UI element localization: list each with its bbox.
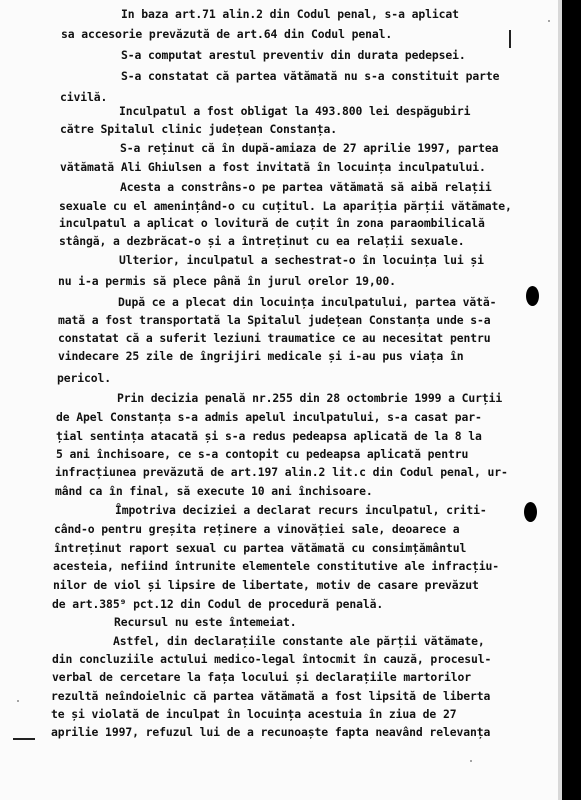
text-line: către Spitalul clinic județean Constanța. [60, 122, 338, 136]
scan-speck [17, 700, 19, 702]
text-line: constatat că a suferit leziuni traumatice ce au necesitat pentru [58, 331, 491, 345]
text-line: inculpatul a aplicat o lovitură de cuțit în zona paraombilicală [59, 216, 485, 230]
text-line: S-a computat arestul preventiv din durata pedepsei. [121, 48, 466, 62]
text-line: țial sentința atacată și s-a redus pedeapsa aplicată de la 8 la [56, 429, 482, 443]
text-line: infracțiunea prevăzută de art.197 alin.2 lit.c din Codul penal, ur- [55, 465, 508, 479]
text-line: civilă. [60, 90, 108, 104]
text-line: întreținut raport sexual cu partea vătămată cu consimțământul [54, 541, 467, 555]
text-line: sexuale cu el amenințând-o cu cuțitul. La apariția părții vătămate, [59, 199, 512, 213]
text-line: acesteia, nefiind întrunite elementele constitutive ale infracțiu- [53, 559, 500, 573]
text-line: stângă, a dezbrăcat-o și a întreținut cu ea relații sexuale. [59, 234, 465, 248]
punch-hole [526, 286, 539, 306]
text-line: Ulterior, inculpatul a sechestrat-o în locuința lui și [119, 253, 484, 267]
text-line: Prin decizia penală nr.255 din 28 octombrie 1999 a Curții [117, 391, 503, 405]
scan-speck [548, 20, 550, 22]
text-line: Astfel, din declarațiile constante ale părții vătămate, [113, 634, 485, 648]
text-line: S-a reținut că în după-amiaza de 27 aprilie 1997, partea [120, 141, 499, 155]
text-line: de art.385⁹ pct.12 din Codul de procedură penală. [52, 597, 384, 611]
text-line: din concluziile actului medico-legal întocmit în cauză, procesul- [52, 652, 492, 666]
margin-mark [509, 30, 511, 48]
page-edge [558, 0, 562, 800]
text-line: când-o pentru greșita reținere a vinovăției sale, deoarece a [54, 522, 460, 536]
margin-mark [13, 738, 35, 740]
text-line: nu i-a permis să plece până în jurul orelor 19,00. [58, 274, 396, 288]
text-line: pericol. [57, 371, 112, 385]
text-line: 5 ani închisoare, ce s-a contopit cu pedeapsa aplicată pentru [56, 447, 469, 461]
text-line: sa accesorie prevăzută de art.64 din Codul penal. [61, 27, 393, 41]
text-line: mată a fost transportată la Spitalul județean Constanța unde s-a [58, 313, 491, 327]
text-line: aprilie 1997, refuzul lui de a recunoaște fapta neavând relevanța [51, 725, 491, 739]
text-line: te și violată de inculpat în locuința acestuia în ziua de 27 [51, 707, 457, 721]
text-line: vătămată Ali Ghiulsen a fost invitată în locuința inculpatului. [60, 160, 486, 174]
text-line: rezultă neîndoielnic că partea vătămată a fost lipsită de liberta [51, 689, 491, 703]
text-line: nilor de viol și lipsire de libertate, motiv de casare prevăzut [53, 578, 479, 592]
text-line: Recursul nu este întemeiat. [114, 615, 297, 629]
text-line: S-a constatat că partea vătămată nu s-a constituit parte [121, 69, 500, 83]
text-line: verbal de cercetare la fața locului și declarațiile martorilor [52, 670, 471, 684]
text-line: vindecare 25 zile de îngrijiri medicale și i-au pus viața în [58, 349, 464, 363]
text-line: Acesta a constrâns-o pe partea vătămată să aibă relații [120, 180, 492, 194]
text-line: Inculpatul a fost obligat la 493.800 lei despăgubiri [119, 104, 471, 118]
text-line: Împotriva deciziei a declarat recurs inculpatul, criti- [115, 503, 487, 517]
punch-hole [524, 502, 537, 522]
text-line: mând ca în final, să execute 10 ani închisoare. [55, 484, 373, 498]
text-line: In baza art.71 alin.2 din Codul penal, s-a aplicat [121, 7, 459, 21]
scan-speck [470, 760, 472, 762]
text-line: de Apel Constanța s-a admis apelul inculpatului, s-a casat par- [56, 410, 482, 424]
text-line: După ce a plecat din locuința inculpatului, partea vătă- [118, 295, 497, 309]
